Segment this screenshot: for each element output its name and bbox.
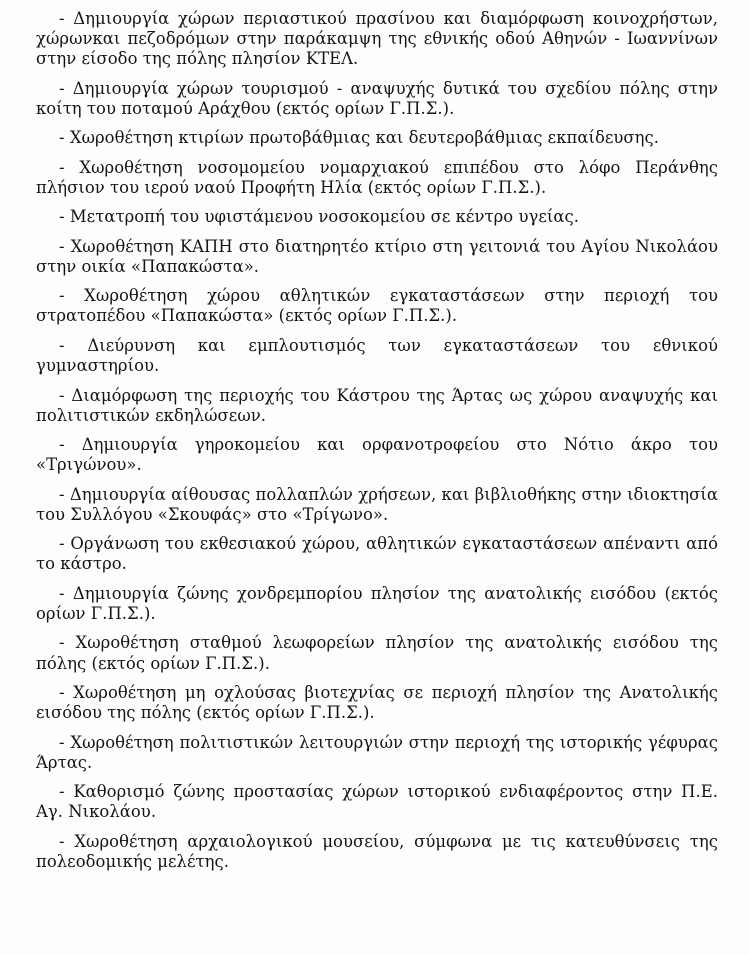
list-item: - Οργάνωση του εκθεσιακού χώρου, αθλητικών εγκαταστάσεων απέναντι από το κάστρο. <box>36 534 718 574</box>
list-item: - Χωροθέτηση μη οχλούσας βιοτεχνίας σε περιοχή πλησίον της Ανατολικής εισόδου της πόλης (εκτός ορίων Γ.Π.Σ.). <box>36 683 718 723</box>
list-item: - Δημιουργία χώρων περιαστικού πρασίνου και διαμόρφωση κοινοχρήστων, χώρωνκαι πεζοδρόμων στην παράκαμψη της εθνικής οδού Αθηνών - Ιωαννίνων στην είσοδο της πόλης πλησίον ΚΤΕΛ. <box>36 9 718 69</box>
list-item: - Μετατροπή του υφιστάμενου νοσοκομείου σε κέντρο υγείας. <box>59 207 579 227</box>
list-item: - Διαμόρφωση της περιοχής του Κάστρου της Άρτας ως χώρου αναψυχής και πολιτιστικών εκδηλώσεων. <box>36 385 718 425</box>
list-item: - Χωροθέτηση νοσομομείου νομαρχιακού επιπέδου στο λόφο Περάνθης πλήσιον του ιερού ναού Προφήτη Ηλία (εκτός ορίων Γ.Π.Σ.). <box>36 157 718 197</box>
list-item: - Χωροθέτηση κτιρίων πρωτοβάθμιας και δευτεροβάθμιας εκπαίδευσης. <box>59 128 660 148</box>
list-item: - Δημιουργία γηροκομείου και ορφανοτροφείου στο Νότιο άκρο του «Τριγώνου». <box>36 435 718 475</box>
list-item: - Χωροθέτηση σταθμού λεωφορείων πλησίον της ανατολικής εισόδου της πόλης (εκτός ορίων Γ.Π.Σ.). <box>36 633 718 673</box>
list-item: - Διεύρυνση και εμπλουτισμός των εγκαταστάσεων του εθνικού γυμναστηρίου. <box>36 335 718 376</box>
list-item: - Δημιουργία ζώνης χονδρεμπορίου πλησίον της ανατολικής εισόδου (εκτός ορίων Γ.Π.Σ.). <box>36 583 718 623</box>
list-item: - Χωροθέτηση αρχαιολογικού μουσείου, σύμφωνα με τις κατευθύνσεις της πολεοδομικής μελέτης. <box>36 831 718 871</box>
list-item: - Χωροθέτηση ΚΑΠΗ στο διατηρητέο κτίριο στη γειτονιά του Αγίου Νικολάου στην οικία «Παπακώστα». <box>36 236 718 276</box>
list-item: - Χωροθέτηση χώρου αθλητικών εγκαταστάσεων στην περιοχή του στρατοπέδου «Παπακώστα» (εκτός ορίων Γ.Π.Σ.). <box>36 286 718 326</box>
list-item: - Χωροθέτηση πολιτιστικών λειτουργιών στην περιοχή της ιστορικής γέφυρας Άρτας. <box>36 732 718 772</box>
list-item: - Δημιουργία χώρων τουρισμού - αναψυχής δυτικά του σχεδίου πόλης στην κοίτη του ποταμού Αράχθου (εκτός ορίων Γ.Π.Σ.). <box>36 78 718 118</box>
list-item: - Δημιουργία αίθουσας πολλαπλών χρήσεων, και βιβλιοθήκης στην ιδιοκτησία του Συλλόγου «Σκουφάς» στο «Τρίγωνο». <box>36 484 718 524</box>
list-item: - Καθορισμό ζώνης προστασίας χώρων ιστορικού ενδιαφέροντος στην Π.Ε. Αγ. Νικολάου. <box>36 782 718 822</box>
